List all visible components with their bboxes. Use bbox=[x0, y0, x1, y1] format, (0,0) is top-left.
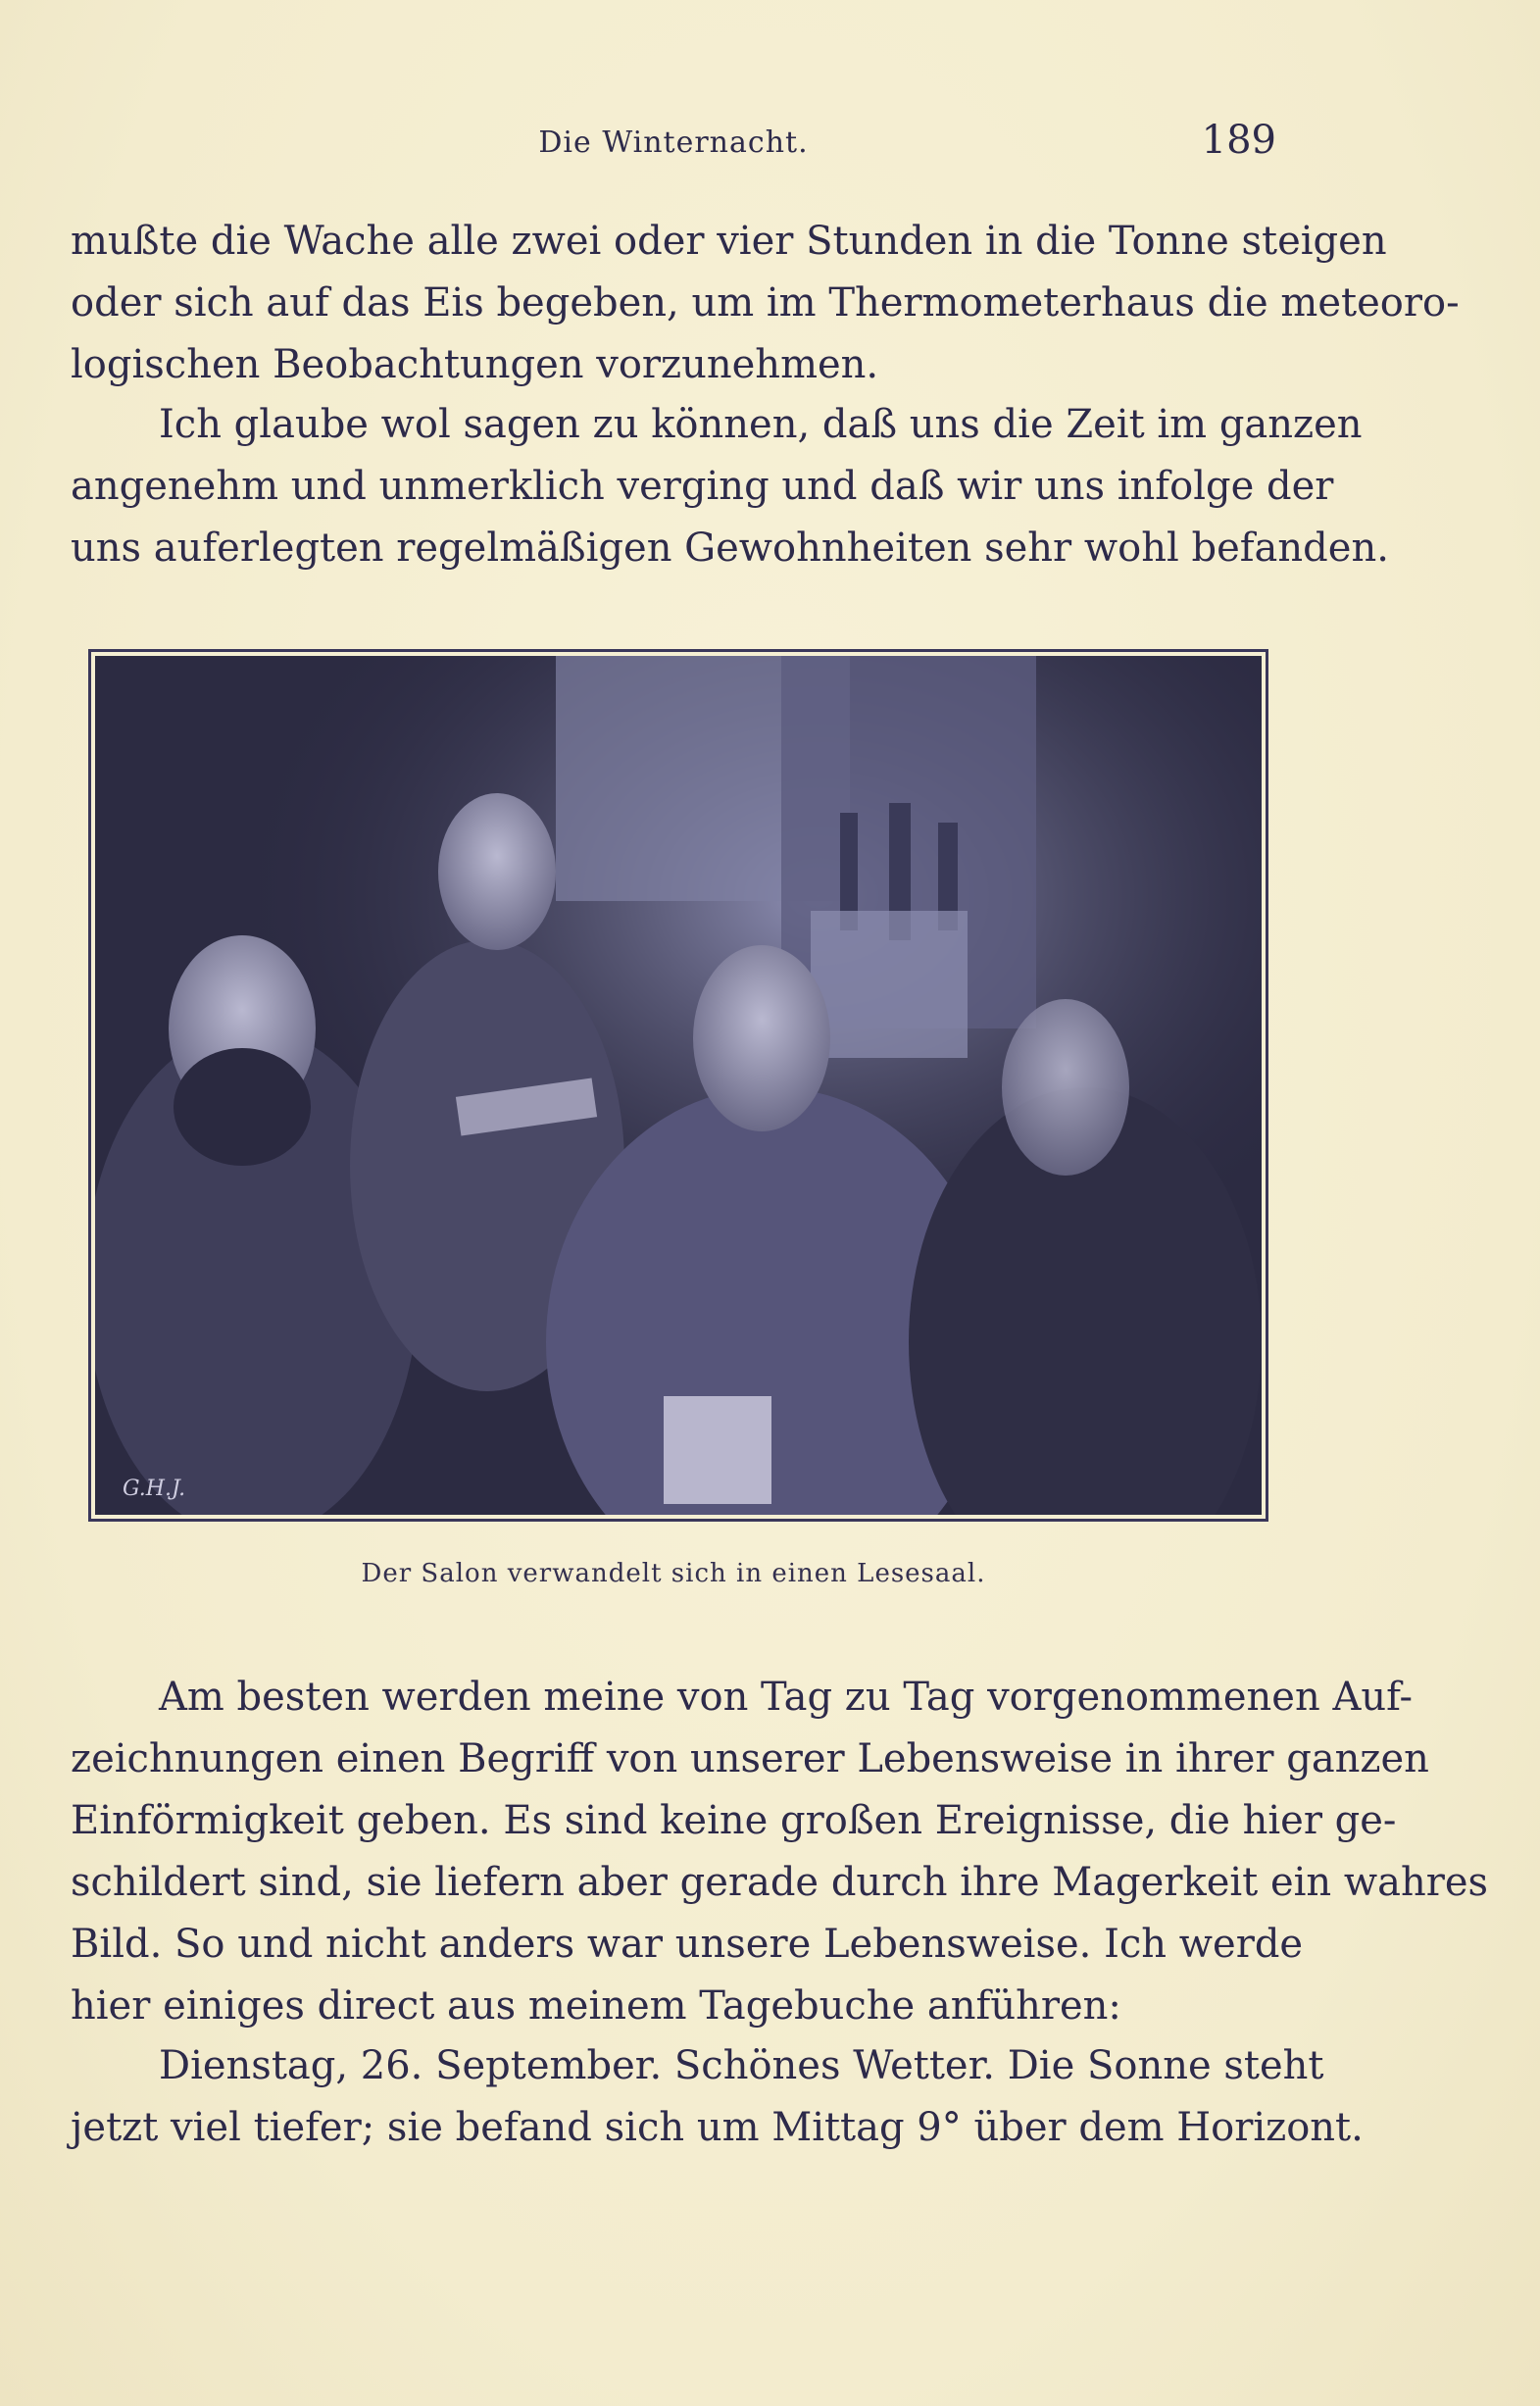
text-line: Am besten werden meine von Tag zu Tag vorgenommenen Auf- bbox=[159, 1675, 1413, 1720]
figure-caption: Der Salon verwandelt sich in einen Lesesaal. bbox=[361, 1559, 986, 1588]
text-line: zeichnungen einen Begriff von unserer Lebensweise in ihrer ganzen bbox=[71, 1736, 1429, 1781]
book-shape bbox=[664, 1396, 771, 1504]
page-number: 189 bbox=[1201, 118, 1276, 163]
paragraph-2 bbox=[71, 394, 1389, 579]
text-line: Ich glaube wol sagen zu können, daß uns die Zeit im ganzen bbox=[159, 402, 1363, 447]
page-header bbox=[71, 118, 1276, 176]
paragraph-3 bbox=[71, 1667, 1489, 2037]
photo-illustration bbox=[95, 656, 1262, 1515]
text-line: jetzt viel tiefer; sie befand sich um Mittag 9° über dem Horizont. bbox=[71, 2105, 1364, 2150]
group-photograph bbox=[95, 656, 1262, 1515]
text-line: uns auferlegten regelmäßigen Gewohnheiten sehr wohl befanden. bbox=[71, 526, 1389, 571]
text-line: Bild. So und nicht anders war unsere Lebensweise. Ich werde bbox=[71, 1922, 1304, 1967]
text-line: logischen Beobachtungen vorzunehmen. bbox=[71, 342, 879, 387]
text-line: Dienstag, 26. September. Schönes Wetter. Die Sonne steht bbox=[159, 2043, 1324, 2088]
photo-figure bbox=[88, 649, 1268, 1522]
text-line: schildert sind, sie liefern aber gerade durch ihre Magerkeit ein wahres bbox=[71, 1860, 1489, 1905]
paragraph-1 bbox=[71, 211, 1460, 396]
running-title: Die Winternacht. bbox=[538, 125, 809, 160]
paragraph-4 bbox=[71, 2035, 1364, 2159]
text-line: mußte die Wache alle zwei oder vier Stunden in die Tonne steigen bbox=[71, 219, 1387, 264]
text-line: Einförmigkeit geben. Es sind keine großen Ereignisse, die hier ge- bbox=[71, 1798, 1397, 1843]
text-line: oder sich auf das Eis begeben, um im Thermometerhaus die meteoro- bbox=[71, 280, 1460, 326]
text-line: angenehm und unmerklich verging und daß wir uns infolge der bbox=[71, 464, 1334, 509]
text-line: hier einiges direct aus meinem Tagebuche anführen: bbox=[71, 1983, 1121, 2029]
illustrator-signature: G.H.J. bbox=[123, 1477, 186, 1501]
